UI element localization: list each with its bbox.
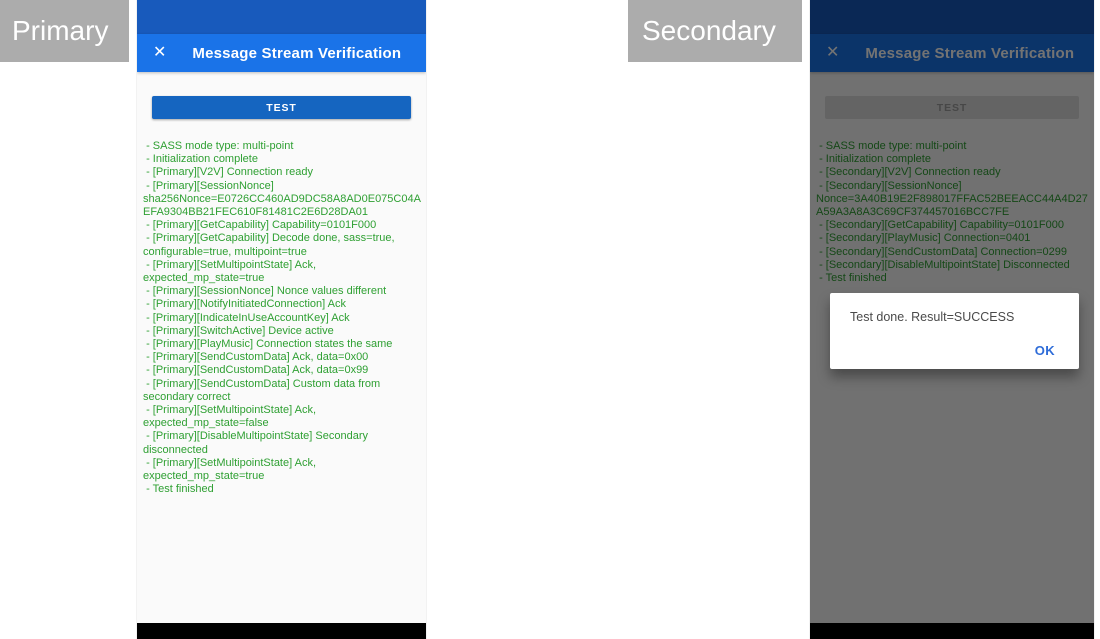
navigation-bar	[137, 623, 426, 639]
log-line: - [Primary][SessionNonce] sha256Nonce=E0726CC460AD9DC58A8AD0E075C04AEFA9304BB21FEC610F81481C2E6D28DA01	[143, 179, 421, 219]
log-line: - [Primary][IndicateInUseAccountKey] Ack	[143, 311, 350, 324]
log-line: - Initialization complete	[143, 153, 258, 166]
log-line: - [Primary][SetMultipointState] Ack, expected_mp_state=true	[143, 456, 320, 483]
log-line: - [Primary][SendCustomData] Custom data from secondary correct	[143, 377, 384, 403]
app-bar-title: Message Stream Verification	[192, 44, 402, 62]
secondary-phone-screen	[810, 0, 1094, 639]
secondary-device-label-text: Secondary	[642, 15, 776, 46]
primary-device-label	[0, 0, 129, 62]
primary-device-label-text: Primary	[12, 15, 109, 46]
log-line: - [Primary][SendCustomData] Ack, data=0x99	[143, 364, 369, 377]
navigation-bar	[810, 623, 1094, 639]
content-area	[137, 72, 426, 623]
test-button[interactable]: TEST	[152, 96, 411, 119]
log-line: - [Primary][SessionNonce] Nonce values different	[143, 285, 387, 298]
log-line: - [Primary][SetMultipointState] Ack, expected_mp_state=false	[143, 404, 320, 430]
log-line: - [Primary][PlayMusic] Connection states the same	[143, 338, 393, 351]
secondary-device-label	[628, 0, 802, 62]
log-line: - [Primary][NotifyInitiatedConnection] Ack	[143, 298, 346, 311]
log-line: - [Primary][GetCapability] Capability=0101F000	[143, 219, 377, 232]
dialog-ok-button[interactable]: OK	[1034, 343, 1055, 358]
dialog-message: Test done. Result=SUCCESS	[850, 310, 1015, 324]
test-log-output	[137, 140, 426, 496]
log-line: - Test finished	[143, 483, 214, 496]
test-result-dialog	[830, 293, 1079, 369]
status-bar	[137, 0, 426, 34]
log-line: - [Primary][SetMultipointState] Ack, expected_mp_state=true	[143, 258, 320, 285]
log-line: - SASS mode type: multi-point	[143, 140, 294, 152]
log-line: - [Primary][SendCustomData] Ack, data=0x00	[143, 351, 369, 364]
log-line: - [Primary][DisableMultipointState] Secondary disconnected	[143, 430, 372, 456]
log-line: - [Primary][V2V] Connection ready	[143, 166, 313, 179]
log-line: - [Primary][SwitchActive] Device active	[143, 324, 334, 337]
primary-phone-screen	[137, 0, 426, 639]
app-bar	[137, 34, 426, 72]
close-icon[interactable]: ✕	[153, 44, 167, 61]
log-line: - [Primary][GetCapability] Decode done, sass=true, configurable=true, multipoint=true	[143, 232, 398, 258]
